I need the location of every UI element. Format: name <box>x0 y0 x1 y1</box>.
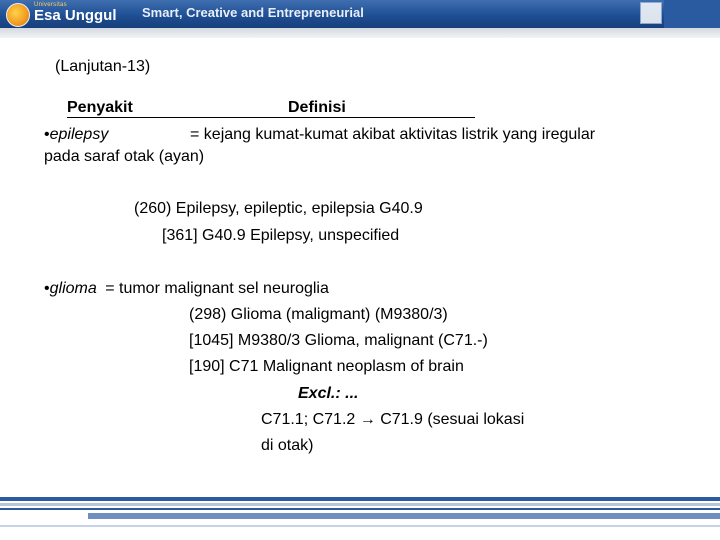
glioma-definition: = tumor malignant sel neuroglia <box>105 280 329 297</box>
column-header-penyakit: Penyakit <box>67 99 133 116</box>
glioma-excl-label: Excl.: ... <box>298 385 359 402</box>
university-small-label: Universitas <box>34 2 67 8</box>
arrow-right-icon: → <box>359 411 376 428</box>
university-logo-icon <box>6 3 30 27</box>
bullet: • <box>44 126 50 143</box>
header-right-band <box>664 0 720 28</box>
epilepsy-ref-tabular: [361] G40.9 Epilepsy, unspecified <box>162 227 400 244</box>
bullet: • <box>44 280 50 297</box>
glioma-excl-line2: di otak) <box>261 437 314 454</box>
university-tagline: Smart, Creative and Entrepreneurial <box>142 5 364 20</box>
header-bar <box>0 0 720 28</box>
header-corner-box <box>640 2 662 24</box>
glioma-ref-morphology: [1045] M9380/3 Glioma, malignant (C71.-) <box>189 332 488 349</box>
footer-decoration <box>0 495 720 540</box>
glioma-term-line <box>44 279 329 299</box>
epilepsy-definition-line1: = kejang kumat-kumat akibat aktivitas listrik yang iregular <box>190 126 596 143</box>
header-shadow-strip <box>0 28 720 38</box>
column-header-definisi: Definisi <box>288 99 346 116</box>
glioma-ref-index: (298) Glioma (maligmant) (M9380/3) <box>189 306 448 323</box>
column-header-row <box>67 98 475 118</box>
epilepsy-definition-line2: pada saraf otak (ayan) <box>44 148 205 165</box>
slide-subtitle: (Lanjutan-13) <box>55 58 151 75</box>
glioma-term: glioma <box>49 280 97 297</box>
epilepsy-term: epilepsy <box>49 126 109 143</box>
excl-codes: C71.1; C71.2 <box>261 411 356 428</box>
epilepsy-ref-index: (260) Epilepsy, epileptic, epilepsia G40.9 <box>134 200 423 217</box>
epilepsy-term-line <box>44 125 108 145</box>
excl-target: C71.9 (sesuai lokasi <box>380 411 525 428</box>
glioma-excl-line1 <box>261 410 524 430</box>
university-name: Esa Unggul <box>34 7 117 24</box>
glioma-ref-tabular: [190] C71 Malignant neoplasm of brain <box>189 358 464 375</box>
